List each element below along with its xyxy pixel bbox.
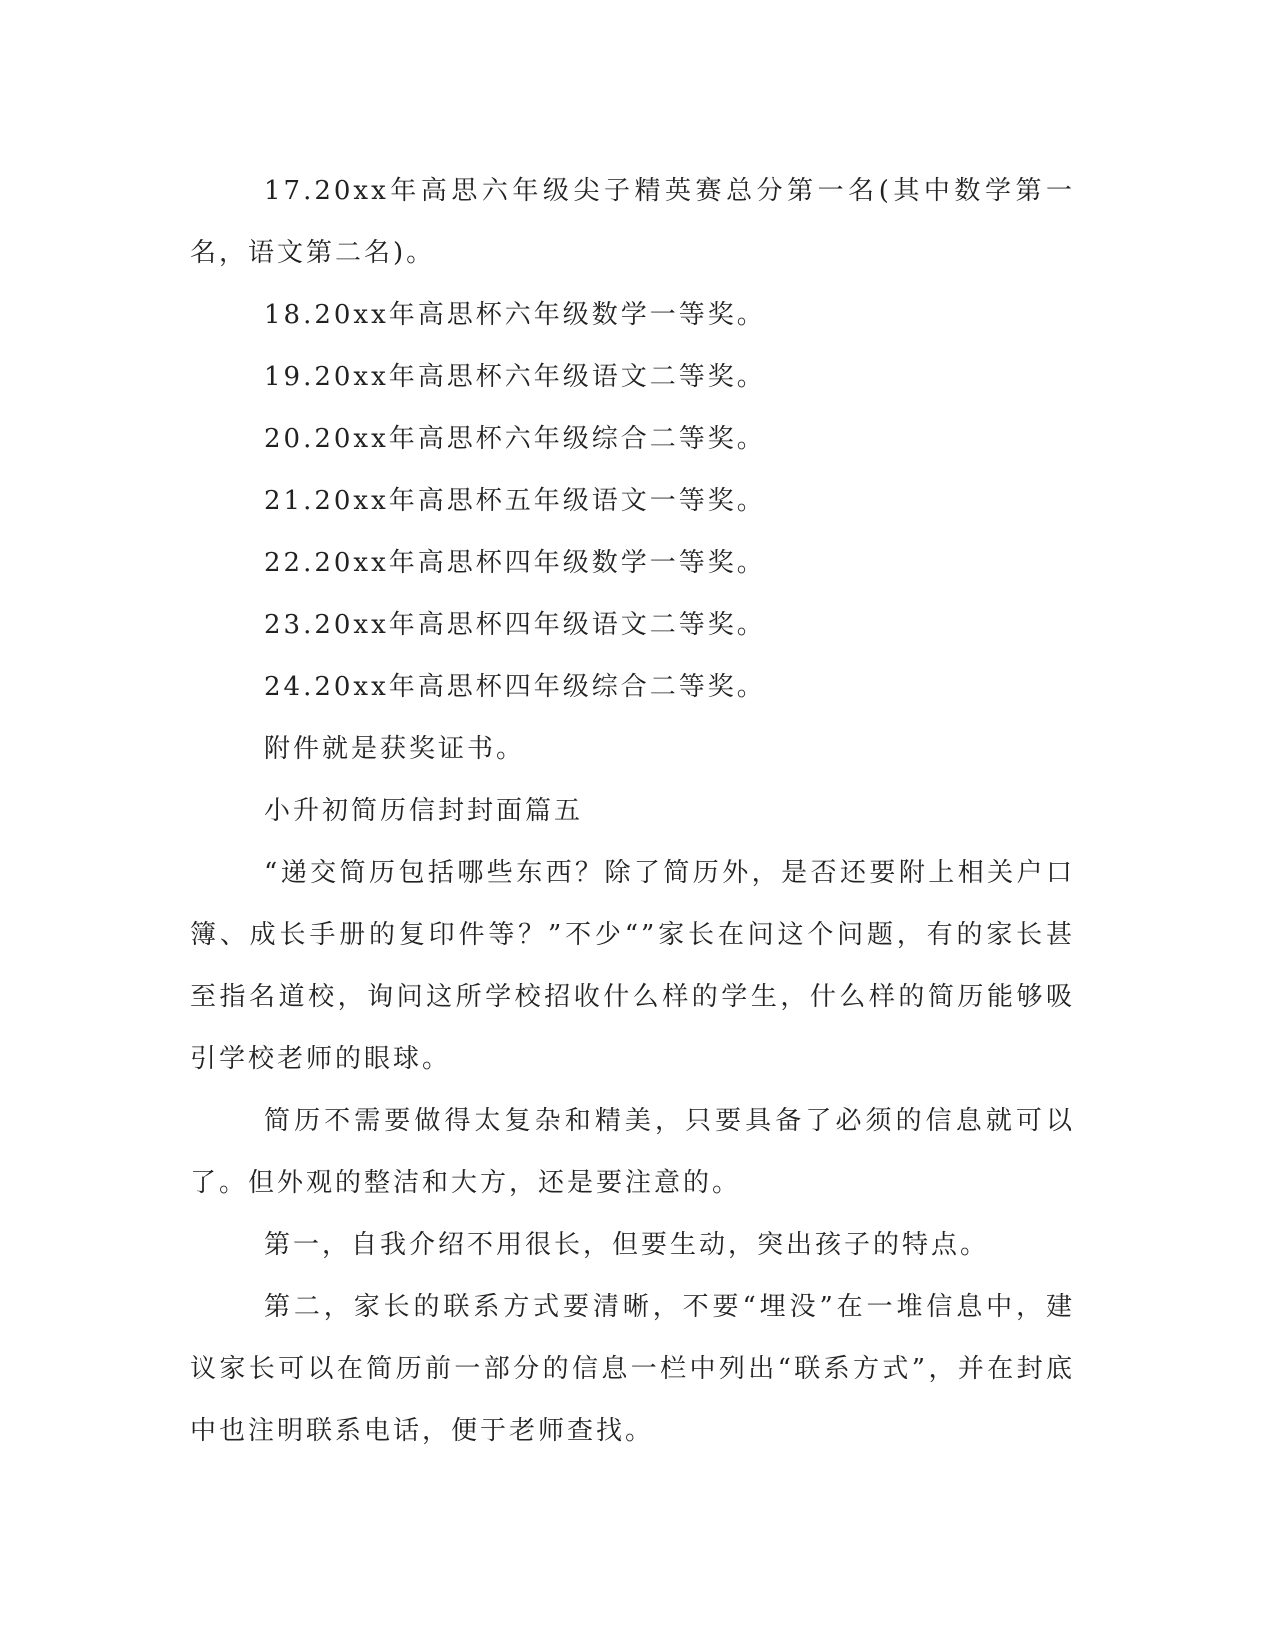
body-paragraph-intro: “递交简历包括哪些东西？除了简历外，是否还要附上相关户口簿、成长手册的复印件等？”不少“”家长在问这个问题，有的家长甚至指名道校，询问这所学校招收什么样的学生，什么样的简历能够吸引学校老师的眼球。 [190, 858, 1075, 1074]
attachment-note: 附件就是获奖证书。 [264, 734, 526, 764]
award-item-24: 24.20xx年高思杯四年级综合二等奖。 [264, 672, 766, 702]
body-paragraph-appearance: 简历不需要做得太复杂和精美，只要具备了必须的信息就可以了。但外观的整洁和大方，还是要注意的。 [190, 1106, 1075, 1198]
award-item-21: 21.20xx年高思杯五年级语文一等奖。 [264, 486, 766, 516]
award-item-23: 23.20xx年高思杯四年级语文二等奖。 [264, 610, 766, 640]
award-item-22: 22.20xx年高思杯四年级数学一等奖。 [264, 548, 766, 578]
award-item-17: 17.20xx年高思六年级尖子精英赛总分第一名(其中数学第一名，语文第二名)。 [190, 176, 1075, 268]
body-paragraph-first-point: 第一，自我介绍不用很长，但要生动，突出孩子的特点。 [264, 1230, 990, 1260]
body-paragraph-second-point: 第二，家长的联系方式要清晰，不要“埋没”在一堆信息中，建议家长可以在简历前一部分的信息一栏中列出“联系方式”，并在封底中也注明联系电话，便于老师查找。 [190, 1292, 1075, 1446]
award-item-18: 18.20xx年高思杯六年级数学一等奖。 [264, 300, 766, 330]
document-body [190, 160, 1075, 1462]
section-heading: 小升初简历信封封面篇五 [264, 796, 584, 826]
award-item-20: 20.20xx年高思杯六年级综合二等奖。 [264, 424, 766, 454]
award-item-19: 19.20xx年高思杯六年级语文二等奖。 [264, 362, 766, 392]
